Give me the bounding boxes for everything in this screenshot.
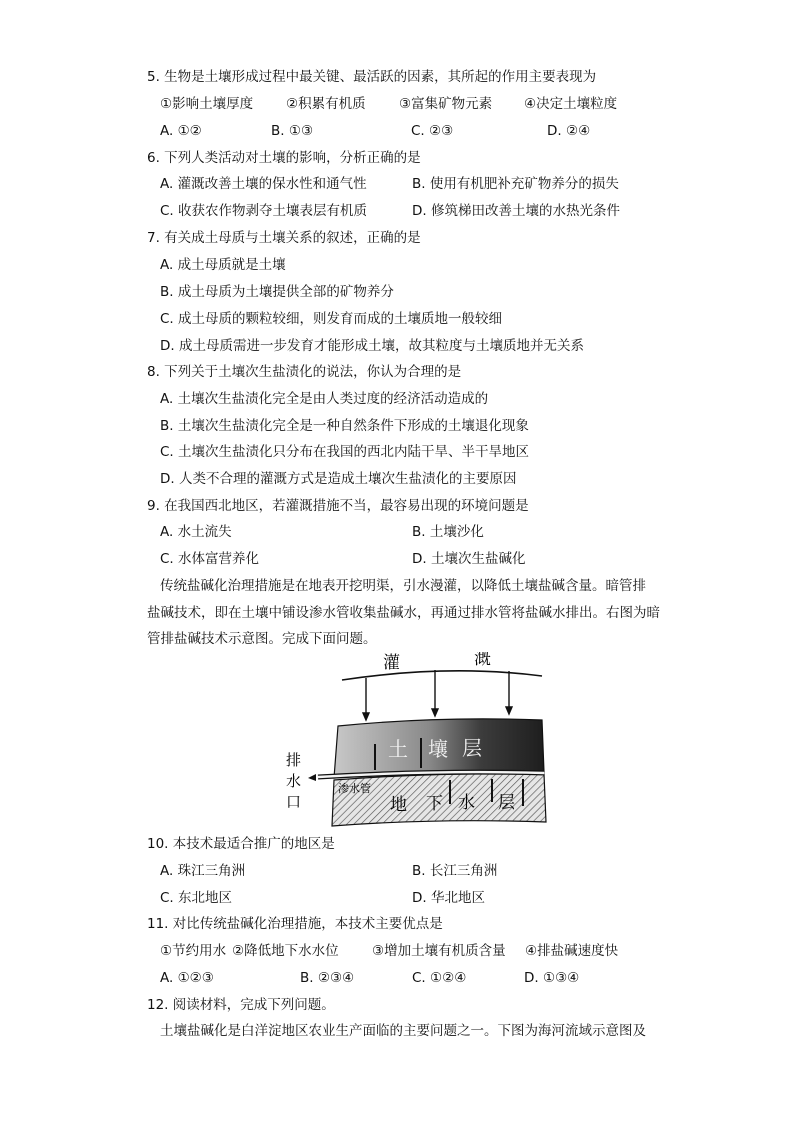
- q10-option-d: D. 华北地区: [412, 890, 485, 906]
- q5-option-b: B. ①③: [271, 123, 314, 139]
- label-ground-4: 层: [498, 793, 515, 813]
- q5-option-d: D. ②④: [547, 123, 591, 139]
- q5-statement-1: ①影响土壤厚度: [160, 96, 254, 112]
- passage2-line-1: 土壤盐碱化是白洋淀地区农业生产面临的主要问题之一。下图为海河流域示意图及: [160, 1023, 646, 1039]
- q11-option-b: B. ②③④: [300, 970, 355, 986]
- q11-statement-4: ④排盐碱速度快: [525, 943, 619, 959]
- label-soil-2: 壤: [428, 737, 448, 761]
- q11-statement-2: ②降低地下水水位: [232, 943, 339, 959]
- q8-option-d: D. 人类不合理的灌溉方式是造成土壤次生盐渍化的主要原因: [160, 471, 517, 487]
- label-soil-1: 土: [388, 737, 408, 761]
- arrow-head-2: [432, 709, 438, 716]
- q6-option-d: D. 修筑梯田改善土壤的水热光条件: [412, 203, 620, 219]
- q11-option-a: A. ①②③: [160, 970, 214, 986]
- q5-statement-4: ④决定土壤粒度: [524, 96, 618, 112]
- q11-option-d: D. ①③④: [524, 970, 580, 986]
- label-irrigate-1: 灌: [383, 653, 400, 673]
- arrow-head-1: [363, 713, 369, 720]
- q5-option-a: A. ①②: [160, 123, 202, 139]
- q7-option-d: D. 成土母质需进一步发育才能形成土壤，故其粒度与土壤质地并无关系: [160, 338, 584, 354]
- q5-stem: 5. 生物是土壤形成过程中最关键、最活跃的因素，其所起的作用主要表现为: [147, 69, 597, 85]
- q10-option-c: C. 东北地区: [160, 890, 233, 906]
- irrigation-arc: [342, 671, 542, 680]
- q7-option-a: A. 成土母质就是土壤: [160, 257, 286, 273]
- q6-option-c: C. 收获农作物剥夺土壤表层有机质: [160, 203, 368, 219]
- q8-option-b: B. 土壤次生盐渍化完全是一种自然条件下形成的土壤退化现象: [160, 418, 529, 434]
- q7-option-b: B. 成土母质为土壤提供全部的矿物养分: [160, 284, 394, 300]
- drainage-diagram-svg: [278, 652, 548, 830]
- label-pipe: 渗水管: [338, 782, 371, 795]
- q5-option-c: C. ②③: [411, 123, 454, 139]
- q5-statement-3: ③富集矿物元素: [399, 96, 493, 112]
- label-ground-2: 下: [426, 794, 443, 814]
- q8-stem: 8. 下列关于土壤次生盐渍化的说法，你认为合理的是: [147, 364, 462, 380]
- label-ground-3: 水: [458, 793, 475, 813]
- q11-statement-1: ①节约用水: [160, 943, 227, 959]
- q12-stem: 12. 阅读材料，完成下列问题。: [147, 997, 335, 1013]
- q6-option-a: A. 灌溉改善土壤的保水性和通气性: [160, 176, 367, 192]
- passage-line-2: 盐碱技术，即在土壤中铺设渗水管收集盐碱水，再通过排水管将盐碱水排出。右图为暗: [147, 605, 660, 621]
- q6-option-b: B. 使用有机肥补充矿物养分的损失: [412, 176, 619, 192]
- q10-option-a: A. 珠江三角洲: [160, 863, 246, 879]
- q5-statement-2: ②积累有机质: [286, 96, 366, 112]
- q6-stem: 6. 下列人类活动对土壤的影响，分析正确的是: [147, 150, 421, 166]
- q11-statement-3: ③增加土壤有机质含量: [372, 943, 506, 959]
- q11-stem: 11. 对比传统盐碱化治理措施，本技术主要优点是: [147, 916, 443, 932]
- q8-option-a: A. 土壤次生盐渍化完全是由人类过度的经济活动造成的: [160, 391, 489, 407]
- label-irrigate-2: 溉: [474, 652, 491, 669]
- q10-option-b: B. 长江三角洲: [412, 863, 498, 879]
- drain-outlet-arrow: [308, 774, 316, 781]
- q9-option-c: C. 水体富营养化: [160, 551, 260, 567]
- passage-line-1: 传统盐碱化治理措施是在地表开挖明渠，引水漫灌，以降低土壤盐碱含量。暗管排: [160, 578, 646, 594]
- label-drain-3: 口: [286, 793, 302, 811]
- q9-option-a: A. 水土流失: [160, 524, 232, 540]
- label-drain-2: 水: [286, 772, 302, 790]
- q9-option-d: D. 土壤次生盐碱化: [412, 551, 526, 567]
- q7-option-c: C. 成土母质的颗粒较细，则发育而成的土壤质地一般较细: [160, 311, 503, 327]
- passage-line-3: 管排盐碱技术示意图。完成下面问题。: [147, 631, 377, 647]
- label-drain-1: 排: [286, 751, 302, 769]
- q7-stem: 7. 有关成土母质与土壤关系的叙述，正确的是: [147, 230, 421, 246]
- arrow-head-3: [506, 707, 512, 714]
- q10-stem: 10. 本技术最适合推广的地区是: [147, 836, 335, 852]
- label-soil-3: 层: [462, 736, 482, 760]
- q8-option-c: C. 土壤次生盐渍化只分布在我国的西北内陆干旱、半干旱地区: [160, 444, 530, 460]
- label-ground-1: 地: [390, 795, 407, 815]
- q9-stem: 9. 在我国西北地区，若灌溉措施不当，最容易出现的环境问题是: [147, 498, 529, 514]
- drainage-diagram: [278, 652, 548, 830]
- q9-option-b: B. 土壤沙化: [412, 524, 484, 540]
- q11-option-c: C. ①②④: [412, 970, 467, 986]
